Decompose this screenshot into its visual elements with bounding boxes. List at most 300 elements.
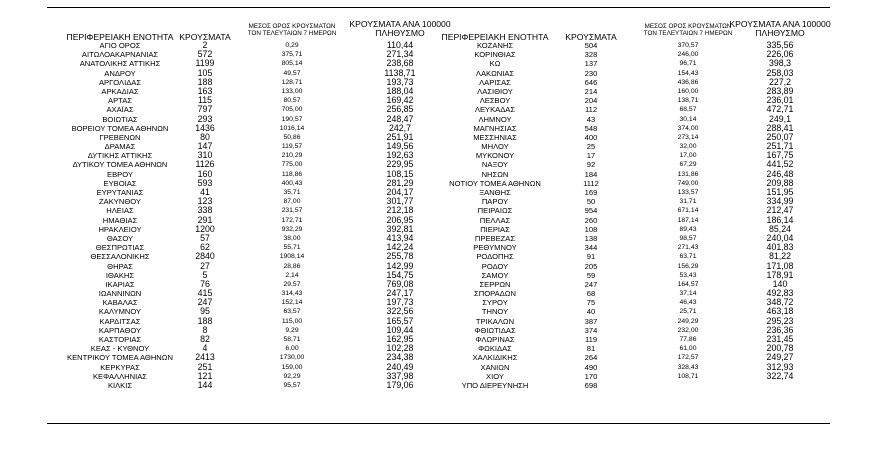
header-per100k-right-line1: ΚΡΟΥΣΜΑΤΑ ΑΝΑ 100000: [729, 19, 831, 29]
cases-cell: 138: [584, 233, 598, 243]
region-cell: ΑΡΚΑΔΙΑΣ: [101, 86, 139, 96]
cases-cell: 344: [584, 243, 598, 253]
per100k-cell: 226,06: [766, 49, 794, 60]
per100k-cell: 227,2: [768, 76, 791, 87]
per100k-cell: 283,89: [766, 85, 794, 96]
region-cell: ΠΑΡΟΥ: [481, 197, 509, 207]
cases-cell: 137: [584, 59, 598, 69]
cases-cell: 123: [197, 196, 213, 207]
table-row: [0, 179, 881, 188]
per100k-cell: 236,01: [766, 95, 794, 106]
cases-cell: 8: [202, 324, 208, 335]
region-cell: ΧΑΛΚΙΔΙΚΗΣ: [472, 353, 518, 363]
table-row: [0, 133, 881, 142]
table-row: [0, 326, 881, 335]
cases-cell: 2413: [195, 352, 215, 363]
avg-cell: 96,71: [679, 60, 697, 68]
avg-cell: 164,57: [677, 280, 699, 288]
table-row: [0, 87, 881, 96]
cases-cell: 247: [197, 297, 213, 308]
table-row: [0, 105, 881, 114]
table-row: [0, 252, 881, 261]
avg-cell: 152,14: [281, 299, 303, 307]
avg-cell: 932,29: [281, 225, 303, 233]
region-cell: ΚΕΡΚΥΡΑΣ: [100, 362, 140, 372]
region-cell: ΘΑΣΟΥ: [106, 233, 134, 243]
table-row: [0, 160, 881, 169]
per100k-cell: 204,17: [386, 187, 414, 197]
region-cell: ΚΑΡΔΙΤΣΑΣ: [99, 316, 141, 326]
avg-cell: 32,00: [679, 143, 697, 151]
cases-cell: 163: [197, 85, 213, 96]
avg-cell: 89,43: [679, 225, 697, 233]
per100k-cell: 337,98: [386, 370, 414, 381]
region-cell: ΑΝΔΡΟΥ: [104, 68, 136, 78]
per100k-cell: 186,14: [766, 214, 794, 225]
per100k-cell: 154,75: [386, 269, 414, 280]
cases-cell: 1200: [195, 223, 215, 234]
table-row: [0, 381, 881, 390]
avg-cell: 131,86: [677, 170, 699, 178]
cases-cell: 82: [200, 334, 210, 344]
per100k-cell: 140: [772, 278, 788, 289]
cases-cell: 40: [586, 307, 596, 317]
region-cell: ΕΥΒΟΙΑΣ: [103, 178, 137, 188]
per100k-cell: 322,56: [386, 306, 414, 317]
region-cell: ΜΑΓΝΗΣΙΑΣ: [473, 123, 517, 133]
cases-cell: 2: [202, 40, 208, 50]
avg-cell: 172,57: [677, 354, 699, 362]
per100k-cell: 392,81: [386, 223, 414, 234]
table-row: [0, 124, 881, 133]
cases-cell: 2840: [195, 251, 215, 262]
avg-cell: 35,71: [283, 189, 301, 196]
region-cell: ΗΡΑΚΛΕΙΟΥ: [98, 224, 142, 234]
avg-cell: 1730,00: [279, 354, 305, 362]
cases-cell: 4: [202, 343, 208, 354]
avg-cell: 749,00: [677, 179, 699, 187]
per100k-cell: 179,06: [386, 379, 414, 390]
table-row: [0, 243, 881, 252]
avg-cell: 156,29: [677, 262, 699, 270]
table-row: [0, 289, 881, 298]
avg-cell: 61,00: [679, 345, 697, 353]
per100k-cell: 258,03: [766, 67, 794, 78]
region-cell: ΧΑΝΙΩΝ: [480, 362, 510, 372]
cases-cell: 105: [197, 67, 213, 78]
region-cell: ΙΚΑΡΙΑΣ: [105, 279, 135, 289]
cases-cell: 328: [584, 50, 598, 60]
region-cell: ΗΜΑΘΙΑΣ: [102, 215, 138, 225]
per100k-cell: 256,85: [386, 104, 414, 115]
cases-cell: 338: [197, 205, 213, 216]
per100k-cell: 251,71: [766, 141, 794, 152]
region-cell: ΜΕΣΣΗΝΙΑΣ: [473, 132, 517, 142]
per100k-cell: 149,56: [386, 141, 414, 152]
cases-cell: 25: [586, 142, 596, 152]
per100k-cell: 102,28: [386, 343, 414, 354]
header-avg-left: [240, 24, 344, 37]
table-row: [0, 69, 881, 78]
table-row: [0, 298, 881, 307]
avg-cell: 77,86: [679, 336, 697, 343]
per100k-cell: 242,7: [388, 122, 411, 133]
per100k-cell: 110,44: [386, 40, 414, 50]
table-row: [0, 271, 881, 280]
per100k-cell: 212,18: [386, 205, 414, 216]
cases-cell: 144: [197, 379, 213, 390]
cases-cell: 1126: [195, 159, 215, 170]
region-cell: ΑΡΓΟΛΙΔΑΣ: [98, 77, 142, 87]
per100k-cell: 142,99: [386, 260, 414, 271]
table-row: [0, 353, 881, 362]
per100k-cell: 171,08: [766, 260, 794, 271]
cases-cell: 108: [584, 224, 598, 234]
table-row: [0, 41, 881, 50]
cases-cell: 230: [584, 68, 598, 78]
avg-cell: 159,00: [281, 363, 303, 371]
cases-cell: 646: [584, 77, 598, 87]
avg-cell: 671,14: [677, 207, 699, 215]
per100k-cell: 1138,71: [384, 67, 416, 78]
avg-cell: 775,00: [281, 161, 303, 169]
avg-cell: 190,57: [281, 115, 303, 123]
region-cell: ΚΑΒΑΛΑΣ: [102, 298, 138, 308]
region-cell: ΑΧΑΪΑΣ: [106, 105, 134, 115]
per100k-cell: 193,73: [386, 76, 414, 87]
table-row: [0, 234, 881, 243]
avg-cell: 133,57: [677, 189, 699, 196]
region-cell: ΡΟΔΟΥ: [481, 261, 509, 271]
avg-cell: 95,57: [283, 381, 301, 389]
table-row: [0, 344, 881, 353]
cases-cell: 260: [584, 215, 598, 225]
avg-cell: 2,14: [285, 271, 299, 279]
cases-cell: 81: [586, 344, 596, 354]
cases-cell: 160: [197, 168, 213, 179]
header-avg-left-line2: ΤΟΝ ΤΕΛΕΥΤΑΙΩΝ 7 ΗΜΕΡΩΝ: [247, 29, 337, 37]
table-row: [0, 307, 881, 316]
avg-cell: 98,57: [679, 234, 697, 242]
cases-cell: 387: [584, 316, 598, 326]
cases-cell: 50: [586, 197, 596, 207]
region-cell: ΦΘΙΩΤΙΔΑΣ: [474, 325, 516, 335]
avg-cell: 68,57: [679, 106, 697, 114]
per100k-cell: 492,83: [766, 288, 794, 299]
avg-cell: 31,71: [679, 198, 697, 206]
per100k-cell: 312,93: [766, 361, 794, 372]
cases-cell: 170: [584, 371, 598, 381]
table-row: [0, 50, 881, 59]
per100k-cell: 288,41: [766, 122, 794, 133]
avg-cell: 128,71: [281, 78, 303, 86]
avg-cell: 50,86: [283, 133, 301, 141]
cases-cell: 184: [584, 169, 598, 179]
table-row: [0, 372, 881, 381]
avg-cell: 705,00: [281, 106, 303, 114]
per100k-cell: 322,74: [766, 370, 794, 381]
avg-cell: 400,43: [281, 179, 303, 187]
avg-cell: 328,43: [677, 363, 699, 371]
per100k-cell: 301,77: [386, 196, 414, 207]
per100k-cell: 240,49: [386, 361, 414, 372]
avg-cell: 9,29: [285, 326, 299, 334]
per100k-cell: 249,27: [766, 352, 794, 363]
cases-cell: 41: [200, 187, 210, 197]
region-cell: ΘΕΣΣΑΛΟΝΙΚΗΣ: [90, 252, 150, 262]
region-cell: ΚΑΣΤΟΡΙΑΣ: [98, 335, 142, 344]
per100k-cell: 108,15: [386, 168, 414, 179]
avg-cell: 115,00: [281, 317, 303, 325]
cases-cell: 59: [586, 270, 596, 280]
per100k-cell: 165,57: [386, 315, 414, 326]
avg-cell: 63,71: [679, 253, 697, 261]
cases-cell: 205: [584, 261, 598, 271]
region-cell: ΣΥΡΟΥ: [482, 298, 508, 308]
region-cell: ΕΥΡΥΤΑΝΙΑΣ: [96, 188, 144, 197]
region-cell: ΓΡΕΒΕΝΩΝ: [99, 132, 141, 142]
region-cell: ΚΕΝΤΡΙΚΟΥ ΤΟΜΕΑ ΑΘΗΝΩΝ: [67, 353, 173, 363]
avg-cell: 55,71: [283, 244, 301, 252]
cases-cell: 17: [586, 151, 596, 161]
cases-cell: 95: [200, 306, 210, 317]
avg-cell: 187,14: [677, 216, 699, 224]
per100k-cell: 348,72: [766, 297, 794, 308]
region-cell: ΛΑΣΙΘΙΟΥ: [477, 86, 513, 96]
table-row: [0, 262, 881, 271]
cases-cell: 188: [197, 315, 213, 326]
per100k-cell: 178,91: [766, 269, 794, 280]
cases-cell: 204: [584, 96, 598, 106]
cases-cell: 293: [197, 113, 213, 124]
region-cell: ΤΗΝΟΥ: [481, 307, 509, 317]
cases-cell: 147: [197, 141, 213, 152]
cases-cell: 374: [584, 325, 598, 335]
per100k-cell: 246,48: [766, 168, 794, 179]
avg-cell: 80,57: [283, 97, 301, 105]
per100k-cell: 85,24: [768, 223, 791, 234]
region-cell: ΚΑΡΠΑΘΟΥ: [98, 325, 142, 335]
avg-cell: 0,29: [285, 42, 299, 49]
cases-cell: 43: [586, 114, 596, 124]
table-row: [0, 78, 881, 87]
header-per100k-right: [728, 20, 832, 38]
per100k-cell: 231,45: [766, 334, 794, 344]
per100k-cell: 192,63: [386, 150, 414, 161]
cases-cell: 57: [200, 232, 210, 243]
table-row: [0, 216, 881, 225]
per100k-cell: 209,88: [766, 177, 794, 188]
header-per100k-left-line2: ΠΛΗΘΥΣΜΟ: [375, 28, 425, 39]
region-cell: ΝΟΤΙΟΥ ΤΟΜΕΑ ΑΘΗΝΩΝ: [449, 178, 541, 188]
header-region-left: ΠΕΡΙΦΕΡΕΙΑΚΗ ΕΝΟΤΗΤΑ: [66, 32, 174, 42]
per100k-cell: 248,47: [386, 113, 414, 124]
per100k-cell: 463,18: [766, 306, 794, 317]
region-cell: ΛΗΜΝΟΥ: [478, 114, 512, 124]
region-cell: ΠΕΙΡΑΙΩΣ: [477, 206, 513, 216]
cases-cell: 954: [584, 206, 598, 216]
per100k-cell: 255,78: [386, 251, 414, 262]
per100k-cell: 401,83: [766, 242, 794, 253]
cases-cell: 797: [197, 104, 213, 115]
avg-cell: 53,43: [679, 271, 697, 279]
cases-cell: 264: [584, 353, 598, 363]
per100k-cell: 151,95: [766, 187, 794, 197]
cases-cell: 400: [584, 132, 598, 142]
cases-cell: 115: [197, 95, 213, 106]
avg-cell: 87,00: [283, 198, 301, 206]
avg-cell: 46,43: [679, 299, 697, 307]
cases-cell: 91: [586, 252, 596, 262]
cases-cell: 593: [197, 177, 213, 188]
region-cell: ΚΕΦΑΛΛΗΝΙΑΣ: [92, 371, 148, 381]
region-cell: ΝΗΣΩΝ: [481, 169, 509, 179]
cases-cell: 121: [197, 370, 213, 381]
cases-cell: 76: [200, 278, 210, 289]
region-cell: ΔΥΤΙΚΟΥ ΤΟΜΕΑ ΑΘΗΝΩΝ: [72, 160, 168, 170]
table-row: [0, 317, 881, 326]
region-cell: ΑΓΙΟ ΟΡΟΣ: [99, 41, 141, 50]
table-row: [0, 188, 881, 197]
per100k-cell: 238,68: [386, 58, 414, 69]
avg-cell: 805,14: [281, 60, 303, 68]
cases-cell: 1112: [583, 178, 599, 188]
avg-cell: 210,29: [281, 152, 303, 160]
region-cell: ΦΩΚΙΔΑΣ: [478, 344, 512, 354]
avg-cell: 38,00: [283, 234, 301, 242]
per100k-cell: 413,94: [386, 232, 414, 243]
per100k-cell: 162,95: [386, 334, 414, 344]
avg-cell: 25,71: [679, 308, 697, 316]
table-row: [0, 280, 881, 289]
cases-cell: 214: [584, 86, 598, 96]
cases-cell: 188: [197, 76, 213, 87]
avg-cell: 1016,14: [279, 124, 305, 132]
cases-cell: 504: [584, 41, 598, 50]
header-region-right: ΠΕΡΙΦΕΡΕΙΑΚΗ ΕΝΟΤΗΤΑ: [441, 32, 549, 42]
header-cases-right: ΚΡΟΥΣΜΑΤΑ: [565, 32, 617, 42]
cases-cell: 310: [197, 150, 213, 161]
per100k-cell: 398,3: [768, 58, 791, 69]
table-row: [0, 225, 881, 234]
region-cell: ΑΝΑΤΟΛΙΚΗΣ ΑΤΤΙΚΗΣ: [79, 59, 161, 69]
avg-cell: 30,14: [679, 115, 697, 123]
avg-cell: 231,57: [281, 207, 303, 215]
region-cell: ΤΡΙΚΑΛΩΝ: [475, 316, 515, 326]
cases-cell: 169: [584, 188, 598, 197]
region-cell: ΦΛΩΡΙΝΑΣ: [475, 335, 515, 344]
per100k-cell: 334,99: [766, 196, 794, 207]
avg-cell: 28,86: [283, 262, 301, 270]
region-cell: ΚΙΛΚΙΣ: [107, 380, 133, 390]
per100k-cell: 240,04: [766, 232, 794, 243]
region-cell: ΖΑΚΥΝΘΟΥ: [99, 197, 141, 207]
region-cell: ΗΛΕΙΑΣ: [106, 206, 134, 216]
bottom-rule: [47, 423, 830, 424]
avg-cell: 232,00: [677, 326, 699, 334]
per100k-cell: 109,44: [386, 324, 414, 335]
per100k-cell: 281,29: [386, 177, 414, 188]
avg-cell: 1908,14: [279, 253, 305, 261]
region-cell: ΣΠΟΡΑΔΩΝ: [474, 289, 516, 299]
per100k-cell: 236,36: [766, 324, 794, 335]
per100k-cell: 169,42: [386, 95, 414, 106]
avg-cell: 49,57: [283, 69, 301, 77]
header-cases-left: ΚΡΟΥΣΜΑΤΑ: [179, 32, 231, 42]
cases-cell: 80: [200, 131, 210, 142]
cases-cell: 1199: [195, 58, 215, 69]
avg-cell: 29,57: [283, 280, 301, 288]
avg-cell: 108,71: [677, 372, 699, 380]
per100k-cell: 206,95: [386, 214, 414, 225]
region-cell: ΥΠΟ ΔΙΕΡΕΥΝΗΣΗ: [461, 380, 529, 390]
table-row: [0, 151, 881, 160]
avg-cell: 67,29: [679, 161, 697, 169]
region-cell: ΙΘΑΚΗΣ: [105, 270, 135, 280]
cases-cell: 5: [202, 269, 208, 280]
cases-cell: 92: [586, 160, 596, 170]
per100k-cell: 271,34: [386, 49, 414, 60]
table-row: [0, 335, 881, 344]
region-cell: ΧΙΟΥ: [486, 371, 504, 381]
region-cell: ΡΕΘΥΜΝΟΥ: [473, 243, 517, 253]
avg-cell: 314,43: [281, 290, 303, 298]
cases-cell: 68: [586, 289, 596, 299]
region-cell: ΛΕΥΚΑΔΑΣ: [474, 105, 516, 115]
per100k-cell: 251,91: [386, 131, 414, 142]
cases-cell: 112: [584, 105, 598, 115]
region-cell: ΠΡΕΒΕΖΑΣ: [474, 233, 516, 243]
region-cell: ΜΥΚΟΝΟΥ: [475, 151, 515, 161]
cases-cell: 27: [200, 260, 210, 271]
region-cell: ΑΙΤΩΛΟΑΚΑΡΝΑΝΙΑΣ: [81, 50, 159, 60]
avg-cell: 271,43: [677, 244, 699, 252]
table-row: [0, 363, 881, 372]
avg-cell: 246,00: [677, 51, 699, 59]
region-cell: ΜΗΛΟΥ: [481, 142, 509, 152]
header-per100k-left-line1: ΚΡΟΥΣΜΑΤΑ ΑΝΑ 100000: [349, 19, 451, 29]
cases-cell: 119: [584, 335, 598, 344]
per100k-cell: 229,95: [386, 159, 414, 170]
region-cell: ΔΡΑΜΑΣ: [104, 142, 136, 152]
region-cell: ΠΙΕΡΙΑΣ: [480, 224, 510, 234]
cases-cell: 548: [584, 123, 598, 133]
per100k-cell: 188,04: [386, 85, 414, 96]
header-per100k-right-line2: ΠΛΗΘΥΣΜΟ: [755, 28, 805, 39]
region-cell: ΑΡΤΑΣ: [108, 96, 132, 106]
table-row: [0, 115, 881, 124]
region-cell: ΚΟΡΙΝΘΙΑΣ: [474, 50, 516, 60]
avg-cell: 138,71: [677, 97, 699, 105]
cases-cell: 291: [197, 214, 213, 225]
region-cell: ΘΕΣΠΡΩΤΙΑΣ: [95, 243, 145, 253]
per100k-cell: 472,71: [766, 104, 794, 115]
cases-cell: 415: [197, 288, 213, 299]
per100k-cell: 769,08: [386, 278, 414, 289]
avg-cell: 63,57: [283, 308, 301, 316]
cases-cell: 490: [584, 362, 598, 372]
avg-cell: 370,57: [677, 42, 699, 49]
avg-cell: 119,57: [281, 143, 303, 151]
table-row: [0, 206, 881, 215]
region-cell: ΣΕΡΡΩΝ: [479, 279, 511, 289]
region-cell: ΚΑΛΥΜΝΟΥ: [98, 307, 142, 317]
cases-cell: 75: [586, 298, 596, 308]
per100k-cell: 335,56: [766, 40, 794, 50]
cases-cell: 247: [584, 279, 598, 289]
region-cell: ΚΕΑΣ - ΚΥΘΝΟΥ: [90, 344, 150, 354]
region-cell: ΝΑΞΟΥ: [481, 160, 509, 170]
